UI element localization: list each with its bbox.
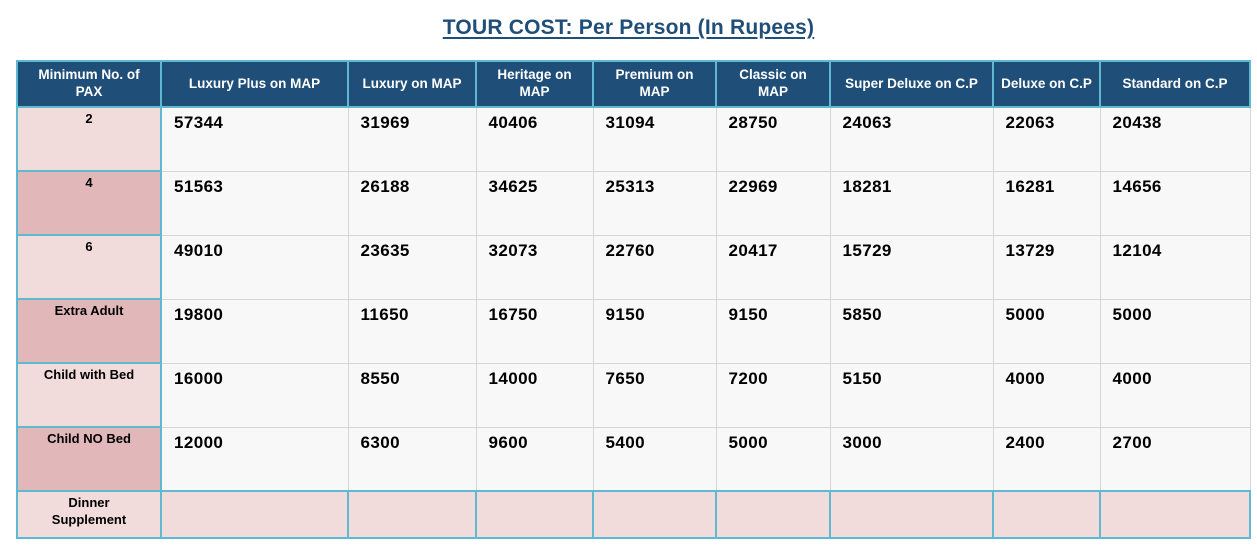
- row-label-4: 4: [17, 171, 161, 235]
- cost-cell: 12000: [161, 427, 348, 491]
- column-header-super-deluxe-on-c-p: Super Deluxe on C.P: [830, 61, 993, 107]
- cost-cell: 32073: [476, 235, 593, 299]
- cost-cell: 22063: [993, 107, 1100, 171]
- cost-cell: 51563: [161, 171, 348, 235]
- cost-cell: 2700: [1100, 427, 1250, 491]
- cost-cell: 14656: [1100, 171, 1250, 235]
- cost-cell: 25313: [593, 171, 716, 235]
- table-row-6: [17, 235, 1250, 299]
- table-row-2: [17, 107, 1250, 171]
- cost-cell: 57344: [161, 107, 348, 171]
- cost-cell: [1100, 491, 1250, 538]
- cost-cell: 13729: [993, 235, 1100, 299]
- cost-cell: 9150: [716, 299, 830, 363]
- cost-cell: 24063: [830, 107, 993, 171]
- cost-cell: 5000: [716, 427, 830, 491]
- row-label-extra-adult: Extra Adult: [17, 299, 161, 363]
- cost-cell: 5850: [830, 299, 993, 363]
- column-header-luxury-on-map: Luxury on MAP: [348, 61, 476, 107]
- cost-cell: 4000: [1100, 363, 1250, 427]
- row-label-child-no-bed: Child NO Bed: [17, 427, 161, 491]
- cost-cell: 19800: [161, 299, 348, 363]
- cost-cell: 6300: [348, 427, 476, 491]
- cost-cell: 12104: [1100, 235, 1250, 299]
- cost-cell: 9600: [476, 427, 593, 491]
- cost-cell: 49010: [161, 235, 348, 299]
- cost-cell: 7650: [593, 363, 716, 427]
- cost-cell: 20438: [1100, 107, 1250, 171]
- cost-cell: 23635: [348, 235, 476, 299]
- cost-cell: 28750: [716, 107, 830, 171]
- cost-cell: [593, 491, 716, 538]
- cost-cell: 34625: [476, 171, 593, 235]
- column-header-minimum-no-of-pax: Minimum No. of PAX: [17, 61, 161, 107]
- column-header-luxury-plus-on-map: Luxury Plus on MAP: [161, 61, 348, 107]
- cost-cell: 3000: [830, 427, 993, 491]
- column-header-deluxe-on-c-p: Deluxe on C.P: [993, 61, 1100, 107]
- cost-cell: 20417: [716, 235, 830, 299]
- column-header-classic-on-map: Classic on MAP: [716, 61, 830, 107]
- cost-cell: 4000: [993, 363, 1100, 427]
- row-label-dinner-supplement: Dinner Supplement: [17, 491, 161, 538]
- cost-cell: 5150: [830, 363, 993, 427]
- column-header-premium-on-map: Premium on MAP: [593, 61, 716, 107]
- cost-cell: 16281: [993, 171, 1100, 235]
- table-row-child-with-bed: [17, 363, 1250, 427]
- cost-cell: 8550: [348, 363, 476, 427]
- cost-cell: 16750: [476, 299, 593, 363]
- cost-cell: 5000: [1100, 299, 1250, 363]
- cost-cell: 14000: [476, 363, 593, 427]
- cost-cell: 22969: [716, 171, 830, 235]
- table-row-child-no-bed: [17, 427, 1250, 491]
- cost-cell: 5400: [593, 427, 716, 491]
- table-row-4: [17, 171, 1250, 235]
- column-header-heritage-on-map: Heritage on MAP: [476, 61, 593, 107]
- table-body: [17, 107, 1250, 538]
- tour-cost-table: [16, 60, 1251, 539]
- cost-cell: [348, 491, 476, 538]
- row-label-child-with-bed: Child with Bed: [17, 363, 161, 427]
- column-header-standard-on-c-p: Standard on C.P: [1100, 61, 1250, 107]
- cost-cell: [716, 491, 830, 538]
- cost-cell: 15729: [830, 235, 993, 299]
- cost-cell: [161, 491, 348, 538]
- page-title: TOUR COST: Per Person (In Rupees): [442, 16, 815, 39]
- cost-cell: 40406: [476, 107, 593, 171]
- row-label-2: 2: [17, 107, 161, 171]
- cost-cell: 5000: [993, 299, 1100, 363]
- cost-cell: 31969: [348, 107, 476, 171]
- cost-cell: 11650: [348, 299, 476, 363]
- cost-cell: 16000: [161, 363, 348, 427]
- header-row: [17, 61, 1250, 107]
- table-row-dinner-supplement: [17, 491, 1250, 538]
- cost-cell: 9150: [593, 299, 716, 363]
- row-label-6: 6: [17, 235, 161, 299]
- page: [0, 16, 1257, 539]
- cost-cell: 22760: [593, 235, 716, 299]
- cost-cell: [993, 491, 1100, 538]
- cost-cell: [830, 491, 993, 538]
- cost-cell: [476, 491, 593, 538]
- cost-cell: 18281: [830, 171, 993, 235]
- cost-cell: 26188: [348, 171, 476, 235]
- cost-cell: 7200: [716, 363, 830, 427]
- cost-cell: 2400: [993, 427, 1100, 491]
- table-row-extra-adult: [17, 299, 1250, 363]
- table-header: [17, 61, 1250, 107]
- cost-cell: 31094: [593, 107, 716, 171]
